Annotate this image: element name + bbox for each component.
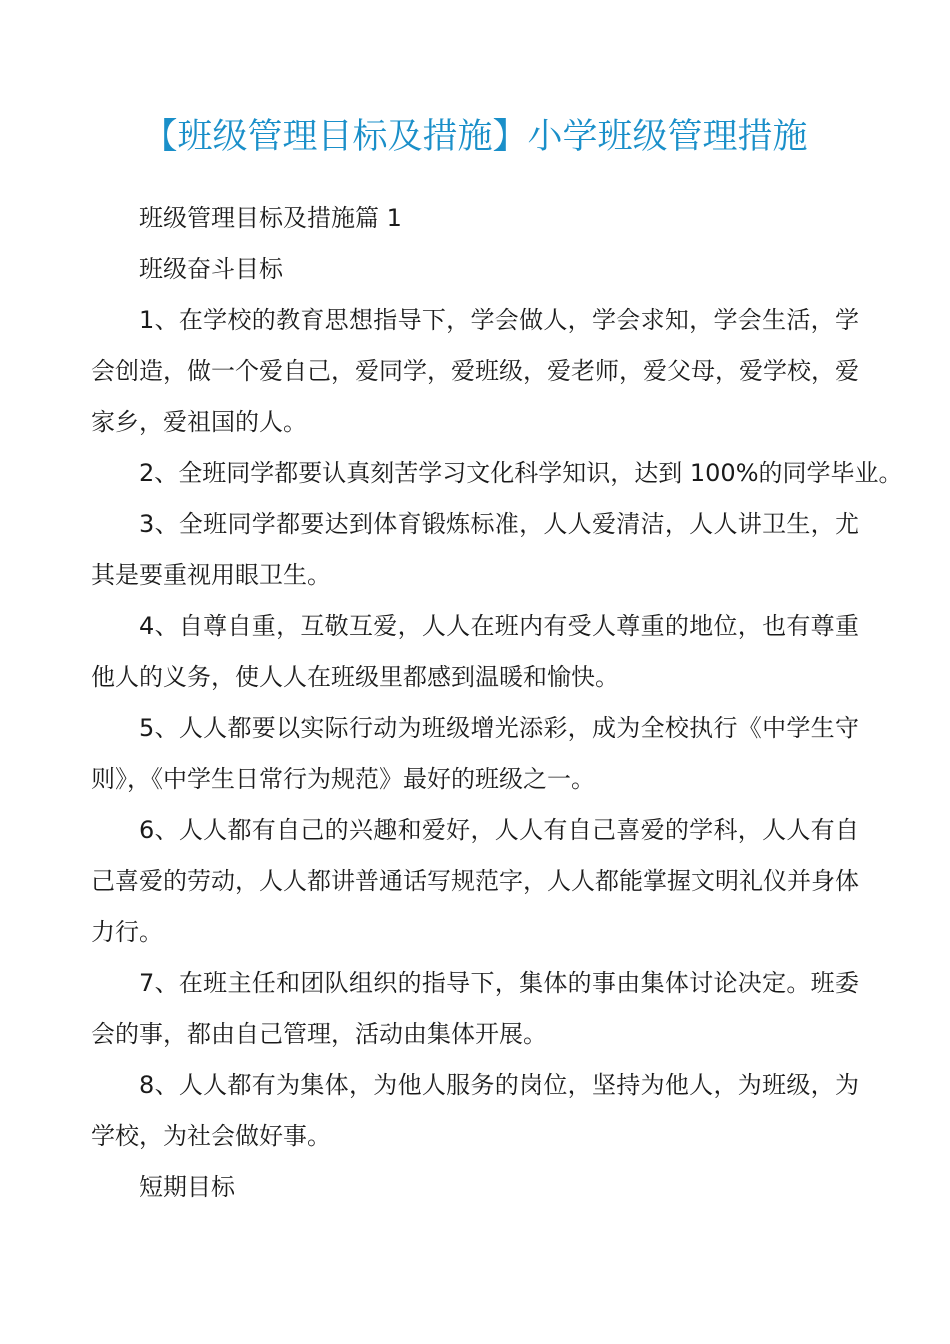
paragraph-item-8: 8、人人都有为集体，为他人服务的岗位，坚持为他人，为班级，为学校，为社会做好事。: [91, 1071, 859, 1150]
paragraph-item-3: 3、全班同学都要达到体育锻炼标准，人人爱清洁，人人讲卫生，尤其是要重视用眼卫生。: [91, 510, 859, 589]
paragraph-subheading-short-term: 短期目标: [139, 1173, 235, 1201]
paragraph-item-6: 6、人人都有自己的兴趣和爱好，人人有自己喜爱的学科，人人有自己喜爱的劳动，人人都讲普通话写规范字，人人都能掌握文明礼仪并身体力行。: [91, 816, 859, 946]
paragraph-subheading-goals: 班级奋斗目标: [139, 255, 283, 283]
document-title: 【班级管理目标及措施】小学班级管理措施: [142, 117, 808, 157]
document-body: [91, 193, 903, 1213]
paragraph-item-7: 7、在班主任和团队组织的指导下，集体的事由集体讨论决定。班委会的事，都由自己管理，活动由集体开展。: [91, 969, 859, 1048]
paragraph-item-2: 2、全班同学都要认真刻苦学习文化科学知识，达到 100%的同学毕业。: [139, 459, 903, 487]
paragraph-item-5: 5、人人都要以实际行动为班级增光添彩，成为全校执行《中学生守则》，《中学生日常行为规范》最好的班级之一。: [91, 714, 859, 793]
paragraph-item-4: 4、自尊自重，互敬互爱，人人在班内有受人尊重的地位，也有尊重他人的义务，使人人在班级里都感到温暖和愉快。: [91, 612, 859, 691]
paragraph-item-1: 1、在学校的教育思想指导下，学会做人，学会求知，学会生活，学会创造，做一个爱自己，爱同学，爱班级，爱老师，爱父母，爱学校，爱家乡，爱祖国的人。: [91, 306, 859, 436]
paragraph-section-heading: 班级管理目标及措施篇 1: [139, 204, 402, 232]
